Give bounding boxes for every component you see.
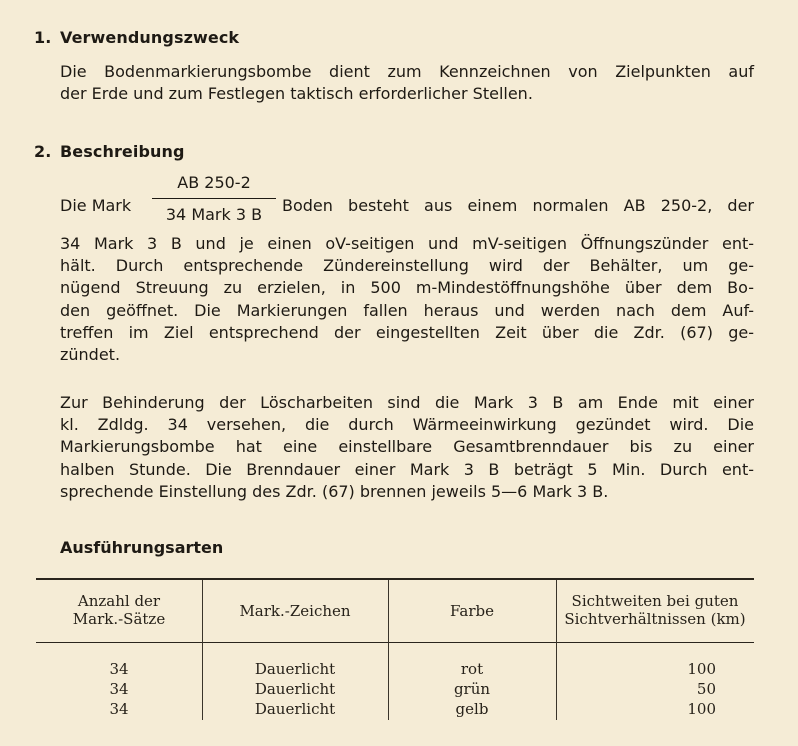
section-1-heading	[34, 28, 239, 47]
table-header-rule	[36, 642, 754, 643]
fraction-prefix: Die Mark	[60, 196, 132, 215]
fraction-line	[60, 172, 754, 234]
header-line: Mark.-Zeichen	[239, 602, 351, 620]
column-header-marker	[202, 602, 388, 620]
table-row	[36, 699, 754, 719]
cell-color: rot	[460, 660, 484, 678]
table-row	[36, 679, 754, 699]
header-line: Anzahl der	[77, 592, 161, 610]
column-header-visibility	[556, 592, 754, 628]
cell-color: grün	[453, 680, 491, 698]
text-line: 34 Mark 3 B und je einen oV-seitigen und mV-seitigen Öffnungszünder ent-	[60, 234, 754, 253]
column-header-count	[36, 592, 202, 628]
section-2-paragraph-1	[60, 233, 754, 366]
header-line: Sichtverhältnissen (km)	[564, 610, 746, 628]
fraction	[152, 172, 276, 226]
section-2-title: Beschreibung	[60, 142, 185, 161]
header-line: Farbe	[450, 602, 494, 620]
cell-visibility: 50	[696, 680, 716, 698]
text-line: halben Stunde. Die Brenndauer einer Mark 3 B beträgt 5 Min. Durch ent-	[60, 459, 754, 479]
cell-marker: Dauerlicht	[254, 700, 336, 718]
text-line: Markierungsbombe hat eine einstellbare Gesamtbrenndauer bis zu einer	[60, 437, 754, 457]
column-header-color	[388, 602, 556, 620]
fraction-numerator: AB 250-2	[177, 173, 251, 192]
text-line: hält. Durch entsprechende Zündereinstellung wird der Behälter, um ge-	[60, 256, 754, 276]
text-line: zündet.	[60, 345, 121, 365]
cell-count: 34	[109, 660, 129, 678]
section-2-paragraph-2	[60, 392, 754, 503]
table-top-rule	[36, 578, 754, 580]
cell-visibility: 100	[687, 700, 716, 718]
section-1-number: 1.	[34, 28, 52, 47]
section-1-paragraph	[60, 61, 754, 105]
fraction-denominator: 34 Mark 3 B	[165, 205, 263, 224]
text-line: der Erde und zum Festlegen taktisch erforderlicher Stellen.	[60, 84, 533, 104]
section-1-title: Verwendungszweck	[60, 28, 240, 47]
text-line: nügend Streuung zu erzielen, in 500 m-Mindestöffnungshöhe über dem Bo-	[60, 278, 754, 298]
text-line: Zur Behinderung der Löscharbeiten sind die Mark 3 B am Ende mit einer	[60, 393, 754, 412]
text-line: treffen im Ziel entsprechend der eingestellten Zeit über die Zdr. (67) ge-	[60, 322, 754, 342]
cell-marker: Dauerlicht	[254, 660, 336, 678]
fraction-bar	[152, 198, 276, 199]
text-line: kl. Zdldg. 34 versehen, die durch Wärmeeinwirkung gezündet wird. Die	[60, 415, 754, 435]
header-line: Mark.-Sätze	[72, 610, 166, 628]
section-2-number: 2.	[34, 142, 52, 161]
text-line: sprechende Einstellung des Zdr. (67) brennen jeweils 5—6 Mark 3 B.	[60, 481, 609, 501]
cell-count: 34	[109, 680, 129, 698]
cell-visibility: 100	[687, 660, 716, 678]
cell-marker: Dauerlicht	[254, 680, 336, 698]
cell-count: 34	[109, 700, 129, 718]
table-row	[36, 659, 754, 679]
header-line: Sichtweiten bei guten	[571, 592, 739, 610]
section-2-heading	[34, 142, 185, 161]
text-line: Die Bodenmarkierungsbombe dient zum Kennzeichnen von Zielpunkten auf	[60, 62, 754, 81]
text-line: den geöffnet. Die Markierungen fallen heraus und werden nach dem Auf-	[60, 300, 754, 320]
fraction-suffix: Boden besteht aus einem normalen AB 250-2, der	[282, 196, 754, 215]
cell-color: gelb	[455, 700, 489, 718]
variants-heading: Ausführungsarten	[60, 538, 224, 557]
